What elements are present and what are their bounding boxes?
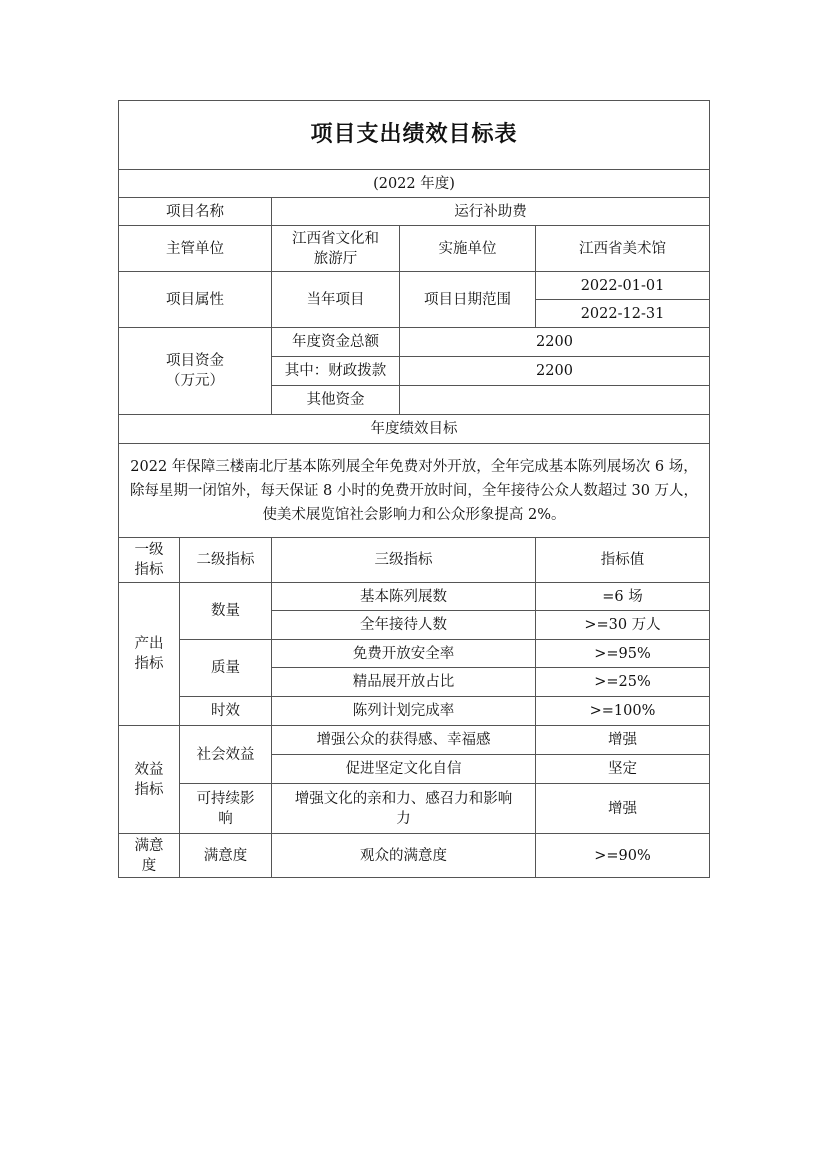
sustainable-impact-label	[180, 784, 272, 834]
supervisor-value	[272, 226, 400, 272]
table-row-name: 基本陈列展数	[272, 583, 536, 611]
benefit-indicator-label	[119, 726, 180, 834]
header-level1	[119, 538, 180, 583]
table-row-name: 精品展开放占比	[272, 668, 536, 697]
attribute-value: 当年项目	[272, 272, 400, 328]
supervisor-value-line1: 江西省文化和	[292, 230, 379, 247]
table-row-value: 坚定	[536, 755, 710, 784]
table-row-value: =6 场	[536, 583, 710, 611]
social-benefit-label: 社会效益	[180, 726, 272, 784]
funds-total-value: 2200	[400, 328, 710, 357]
project-name-label: 项目名称	[119, 198, 272, 226]
table-row-name: 免费开放安全率	[272, 640, 536, 668]
implementer-value: 江西省美术馆	[536, 226, 710, 272]
output-label-line1: 产出	[134, 636, 164, 652]
satisfaction-level2: 满意度	[180, 834, 272, 878]
table-row-value: >=95%	[536, 640, 710, 668]
header-level3: 三级指标	[272, 538, 536, 583]
table-row-name: 增强公众的获得感、幸福感	[272, 726, 536, 755]
table-row-name: 观众的满意度	[272, 834, 536, 878]
annual-goal-text: 2022 年保障三楼南北厅基本陈列展全年免费对外开放，全年完成基本陈列展场次 6 场，除每星期一闭馆外，每天保证 8 小时的免费开放时间，全年接待公众人数超过 30 万人，使美术展览馆社会影响力和公众形象提高 2%。	[119, 444, 710, 538]
page-title: 项目支出绩效目标表	[119, 101, 710, 170]
table-row-value: >=30 万人	[536, 611, 710, 640]
implementer-label: 实施单位	[400, 226, 536, 272]
supervisor-value-line2: 旅游厅	[313, 250, 358, 267]
benefit-label-line1: 效益	[134, 761, 164, 778]
output-indicator-label	[119, 583, 180, 726]
table-row-name: 全年接待人数	[272, 611, 536, 640]
table-row-name: 促进坚定文化自信	[272, 755, 536, 784]
table-row-value: 增强	[536, 726, 710, 755]
satisfaction-label-line2: 度	[141, 857, 157, 874]
funds-fiscal-label: 其中：财政拨款	[272, 357, 400, 386]
quantity-label: 数量	[180, 583, 272, 640]
table-row-value: >=100%	[536, 697, 710, 726]
timeliness-label: 时效	[180, 697, 272, 726]
table-row-name: 陈列计划完成率	[272, 697, 536, 726]
date-end: 2022-12-31	[536, 300, 710, 328]
row-name-line1: 增强文化的亲和力、感召力和影响	[294, 790, 513, 807]
header-level1-line1: 一级	[134, 542, 164, 558]
funds-other-label: 其他资金	[272, 386, 400, 415]
satisfaction-label-line1: 满意	[134, 837, 164, 854]
annual-goal-header: 年度绩效目标	[119, 415, 710, 444]
table-row-value: >=90%	[536, 834, 710, 878]
date-range-label: 项目日期范围	[400, 272, 536, 328]
table-row-name	[272, 784, 536, 834]
header-value: 指标值	[536, 538, 710, 583]
row-name-line2: 力	[396, 810, 411, 827]
date-start: 2022-01-01	[536, 272, 710, 300]
header-level2: 二级指标	[180, 538, 272, 583]
sustain-label-line1: 可持续影	[196, 790, 255, 807]
benefit-label-line2: 指标	[134, 781, 164, 798]
satisfaction-indicator-label	[119, 834, 180, 878]
funds-label	[119, 328, 272, 415]
year-label: (2022 年度)	[119, 170, 710, 198]
attribute-label: 项目属性	[119, 272, 272, 328]
funds-total-label: 年度资金总额	[272, 328, 400, 357]
header-level1-line2: 指标	[134, 562, 164, 578]
quality-label: 质量	[180, 640, 272, 697]
sustain-label-line2: 响	[218, 810, 233, 827]
funds-label-line1: 项目资金	[166, 353, 224, 369]
output-label-line2: 指标	[134, 656, 164, 672]
funds-label-line2: （万元）	[166, 373, 224, 389]
table-row-value: >=25%	[536, 668, 710, 697]
supervisor-label: 主管单位	[119, 226, 272, 272]
funds-fiscal-value: 2200	[400, 357, 710, 386]
performance-target-table	[118, 100, 710, 878]
funds-other-value	[400, 386, 710, 415]
table-row-value: 增强	[536, 784, 710, 834]
project-name-value: 运行补助费	[272, 198, 710, 226]
